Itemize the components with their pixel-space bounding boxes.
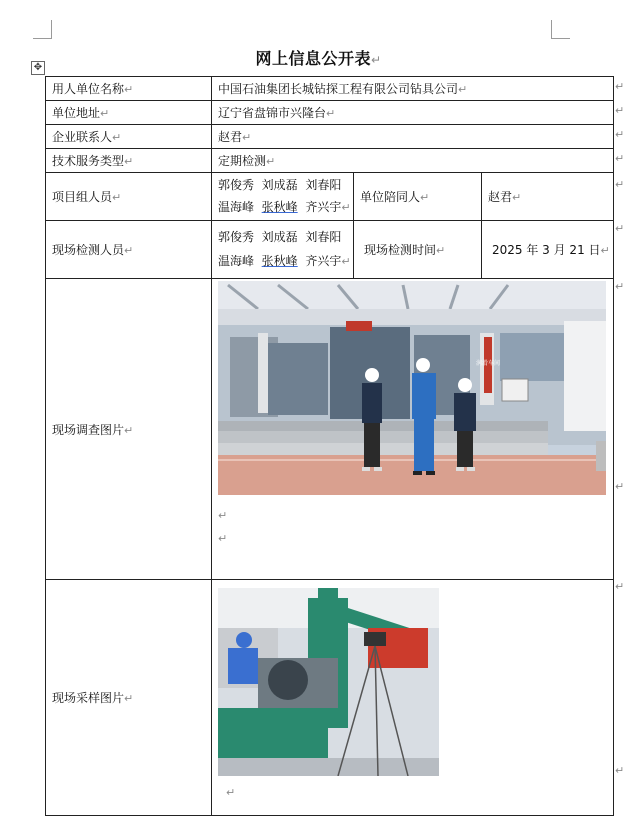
paragraph-mark: ↵ [420,191,430,204]
paragraph-mark: ↵ [124,692,134,705]
photo-cell[interactable] [212,580,614,816]
row-end-mark: ↵ [615,580,625,593]
table-row [46,221,614,279]
document-title [0,46,637,69]
table-row [46,101,614,125]
paragraph-mark: ↵ [100,107,110,120]
cell-value[interactable] [212,173,354,221]
row-end-mark: ↵ [615,222,625,235]
cell-label[interactable]: 现场采样图片↵ [46,580,212,816]
row-end-mark: ↵ [615,280,625,293]
paragraph-mark: ↵ [226,786,236,799]
table-row [46,580,614,816]
cell-label[interactable]: 现场检测时间↵ [354,221,482,279]
row-end-mark: ↵ [615,480,625,493]
paragraph-mark: ↵ [112,131,122,144]
paragraph-mark: ↵ [266,155,276,168]
row-end-mark: ↵ [615,104,625,117]
cell-label[interactable]: 技术服务类型↵ [46,149,212,173]
cell-value[interactable]: 中国石油集团长城钻探工程有限公司钻具公司↵ [212,77,614,101]
paragraph-mark: ↵ [124,423,134,437]
paragraph-mark: ↵ [124,155,134,168]
survey-photo[interactable] [218,281,606,495]
cell-label[interactable]: 项目组人员↵ [46,173,212,221]
row-end-mark: ↵ [615,128,625,141]
paragraph-mark: ↵ [436,244,446,257]
paragraph-mark: ↵ [124,244,134,257]
table-row [46,173,614,221]
paragraph-mark: ↵ [242,131,252,144]
table-row [46,125,614,149]
cell-value[interactable]: 定期检测↵ [212,149,614,173]
paragraph-mark: ↵ [370,53,382,67]
cell-value[interactable]: 赵君↵ [482,173,614,221]
table-row [46,279,614,580]
paragraph-mark: ↵ [218,532,228,545]
paragraph-mark: ↵ [112,191,122,204]
cell-label[interactable]: 单位陪同人↵ [354,173,482,221]
paragraph-mark: ↵ [512,191,522,204]
page-corner-top-right [551,20,570,39]
row-end-mark: ↵ [615,80,625,93]
person-middle [412,358,436,475]
cell-label[interactable]: 单位地址↵ [46,101,212,125]
person-left [362,368,382,471]
title-text: 网上信息公开表 [255,49,371,68]
cell-value[interactable]: 2025 年 3 月 21 日↵ [482,221,614,279]
paragraph-mark: ↵ [341,201,351,214]
cell-label[interactable]: 现场调查图片↵ [46,279,212,580]
row-end-mark: ↵ [615,152,625,165]
paragraph-mark: ↵ [600,244,610,257]
page-corner-top-left [33,20,52,39]
paragraph-mark: ↵ [218,509,228,522]
cell-value[interactable] [212,221,354,279]
cell-label[interactable]: 现场检测人员↵ [46,221,212,279]
cell-value[interactable]: 赵君↵ [212,125,614,149]
name-line: 郭俊秀 刘成磊 刘春阳 [218,230,342,244]
name-line: 郭俊秀 刘成磊 刘春阳 [218,178,342,192]
name-line: 温海峰 张秋峰 齐兴宇↵ [218,254,351,268]
photo-cell[interactable] [212,279,614,580]
cell-label[interactable]: 企业联系人↵ [46,125,212,149]
sampling-photo[interactable] [218,588,439,776]
paragraph-mark: ↵ [341,255,351,268]
info-table [45,76,614,816]
table-row [46,149,614,173]
table-row [46,77,614,101]
paragraph-mark: ↵ [124,83,134,96]
paragraph-mark: ↵ [326,107,336,120]
row-end-mark: ↵ [615,764,625,777]
cell-value[interactable]: 辽宁省盘锦市兴隆台↵ [212,101,614,125]
row-end-mark: ↵ [615,178,625,191]
table-move-handle-icon[interactable]: ✥ [31,61,45,75]
cell-label[interactable]: 用人单位名称↵ [46,77,212,101]
name-line: 温海峰 张秋峰 齐兴宇↵ [218,200,351,214]
red-sign-text: 润滑车间 [475,360,501,367]
paragraph-mark: ↵ [458,83,468,96]
